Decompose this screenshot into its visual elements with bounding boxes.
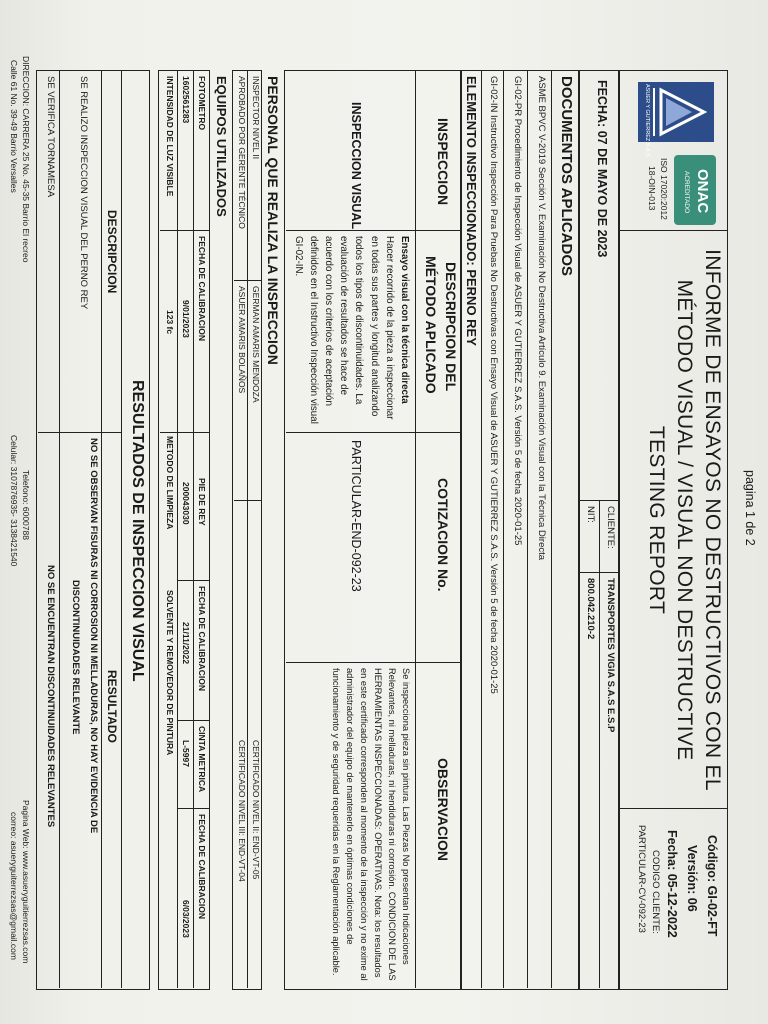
equip-caliper-serial: 200043030 [181, 482, 191, 525]
onac-name: ONAC [694, 169, 711, 214]
personnel-title: PERSONAL QUE REALIZA LA INSPECCION [265, 76, 281, 365]
footer-cellphone: Celular: 3107876935- 3138421540 [9, 435, 19, 567]
method-bold: Ensayo visual con la técnica directa [399, 236, 410, 404]
doc-date: Fecha: 05-12-2022 [665, 830, 679, 938]
light-intensity-value: 123 fc [165, 310, 175, 335]
client-code-label: CODIGO CLIENTE: [650, 850, 661, 934]
onac-badge [674, 155, 716, 225]
inspection-type: INSPECCION VISUAL [349, 102, 363, 230]
equip-h-caliper: PIE DE REY [197, 478, 207, 526]
onac-code: 18-OIN-013 [647, 166, 657, 211]
nit-label: NIT: [585, 506, 596, 523]
document-item: GI-02-IN Instructivo Inspección Para Pruebas No Destructivas con Ensayo Visual de ASUER Y GUTIERREZ S.A.S. Versión 5 de fecha 2020-01-25 [488, 76, 499, 694]
footer-address: DIRECCION: CARRERA 25 No. 45-35 Barrio El recreo [21, 56, 31, 263]
equipment-title: EQUIPOS UTILIZADOS [214, 76, 229, 217]
client-code: PARTICULAR-CV-092-23 [636, 825, 647, 933]
equip-tape-serial: L-5997 [181, 740, 191, 767]
personnel-role: INSPECTOR NIVEL II [251, 76, 261, 160]
method-text: Hacer recorrido de la pieza a inspeccionar en todas sus partes y longitud analizando todos los tipos de discontinuidades. La evaluación de resultados se hace de acuerdo con los criterios de aceptación definidos en el Instructivo Inspección visual GI-02-IN. [292, 236, 395, 424]
result-value: NO SE OBSERVAN FISURAS NI CORROSION NI MELLADURAS, NO HAY EVIDENCIA DE [88, 438, 99, 834]
footer-website: Pagina Web: www.asueryguitierrezsas.com [21, 800, 31, 964]
cleaning-method-value: SOLVENTE Y REMOVEDOR DE PINTURA [165, 590, 175, 756]
logo-brand: ASUER Y GUTIERREZ S.A.S [644, 84, 650, 157]
documents-title: DOCUMENTOS APLICADOS [558, 76, 575, 277]
equip-caliper-date: 21/11/2022 [181, 622, 191, 665]
footer-address-2: Calle 61 No. 39-49 Barrio Versalles [9, 60, 19, 193]
client-label: CLIENTE: [605, 506, 616, 549]
footer-phone: Telefono: 6000788 [21, 470, 31, 540]
personnel-cert: CERTIFICADO NIVEL III: END-VT-04 [237, 740, 247, 882]
report-title-line3: TESTING REPORT [645, 425, 668, 615]
personnel-name: GERMAN AMARIS MENDOZA [251, 286, 261, 403]
light-intensity-label: INTENSIDAD DE LUZ VISIBLE [165, 76, 175, 197]
personnel-name: ASUER AMARIS BOLAÑOS [237, 286, 247, 394]
onac-iso: ISO 17020:2012 [659, 158, 669, 220]
inspected-element: ELEMENTO INSPECCIONADO: PERNO REY [464, 76, 479, 346]
result-value-line2: DISCONTINUIDADES RELEVANTE [70, 580, 81, 735]
client-name: TRANSPORTES VIGIA S.A.S E.S.P [605, 578, 616, 733]
footer-email: correo: asueryguiterrezsas@gmail.com [9, 812, 19, 960]
result-description: SE REALIZO INSPECCION VISUAL DEL PERNO REY [78, 76, 89, 310]
col-description: DESCRIPCION [105, 210, 119, 294]
document-item: ASME BPVC V-2019 Sección V. Examinación No Destructiva Artículo 9. Examinación Visual con la Técnica Directa [536, 76, 547, 561]
onac-sub: ACREDITADO [683, 171, 690, 214]
col-inspection: INSPECCION [435, 118, 451, 206]
document-item: GI-02-PR Procedimiento de Inspección Visual de ASUER Y GUTIERREZ S.A.S. Versión 5 de fecha 2020-01-25 [512, 76, 523, 546]
observation-text: Se inspecciona pieza sin pintura. Las Piezas No presentan Indicaciones Relevantes, ni melladuras, ni hendiduras ni corrosión. CONDICION DE LAS HERRAMIENTAS INSPECCIONADAS: OPERATIVAS. Nota: los resultados en este certificado corresponden al momento de la inspección y no exime al administrador del equipo de mantenerlo en óptimas condiciones de funcionamiento y de seguridad requeridas en la Reglamentación aplicable. [331, 668, 411, 981]
col-result: RESULTADO [105, 670, 119, 743]
equip-photometer-date: 9/01/2023 [181, 300, 191, 338]
equip-h-calibration: FECHA DE CALIBRACION [197, 814, 207, 919]
equip-h-calibration: FECHA DE CALIBRACION [197, 586, 207, 691]
equip-h-tape: CINTA METRICA [197, 726, 207, 793]
result-description: SE VERIFICA TORNAMESA [45, 76, 56, 198]
col-method-line1: DESCRIPCION DEL [443, 262, 459, 392]
personnel-role: APROBADO POR GERENTE TÉCNICO [237, 76, 247, 229]
report-title-line1: INFORME DE ENSAYOS NO DESTRUCTIVOS CON EL [701, 249, 724, 791]
col-observation: OBSERVACION [435, 758, 451, 861]
equip-h-photometer: FOTOMETRO [197, 76, 207, 131]
cleaning-method-label: METODO DE LIMPIEZA [165, 436, 175, 530]
col-method-line2: MÉTODO APLICADO [423, 256, 439, 394]
report-date: FECHA: 07 DE MAYO DE 2023 [595, 80, 609, 258]
nit-value: 800.042.210-2 [585, 578, 596, 640]
doc-version: Versión: 06 [685, 845, 699, 912]
equip-photometer-serial: 1602561283 [181, 76, 191, 124]
results-title: RESULTADOS DE INSPECCION VISUAL [129, 380, 146, 682]
personnel-cert: CERTIFICADO NIVEL II: END-VT-05 [251, 740, 261, 880]
company-logo [636, 80, 716, 157]
method-description [291, 236, 412, 428]
equip-h-calibration: FECHA DE CALIBRACION [197, 236, 207, 341]
report-title-line2: MÉTODO VISUAL / VISUAL NON DESTRUCTIVE [673, 279, 696, 761]
col-quote: COTIZACION No. [435, 478, 451, 592]
quote-number: PARTICULAR-END-092-23 [349, 440, 363, 592]
equip-tape-date: 6/03/2023 [181, 900, 191, 938]
page-number: pagina 1 de 2 [743, 470, 757, 546]
doc-code: Código: GI-02-FT [705, 835, 719, 937]
result-value: NO SE ENCUENTRAN DISCONTINUIDADES RELEVANTES [45, 565, 56, 828]
